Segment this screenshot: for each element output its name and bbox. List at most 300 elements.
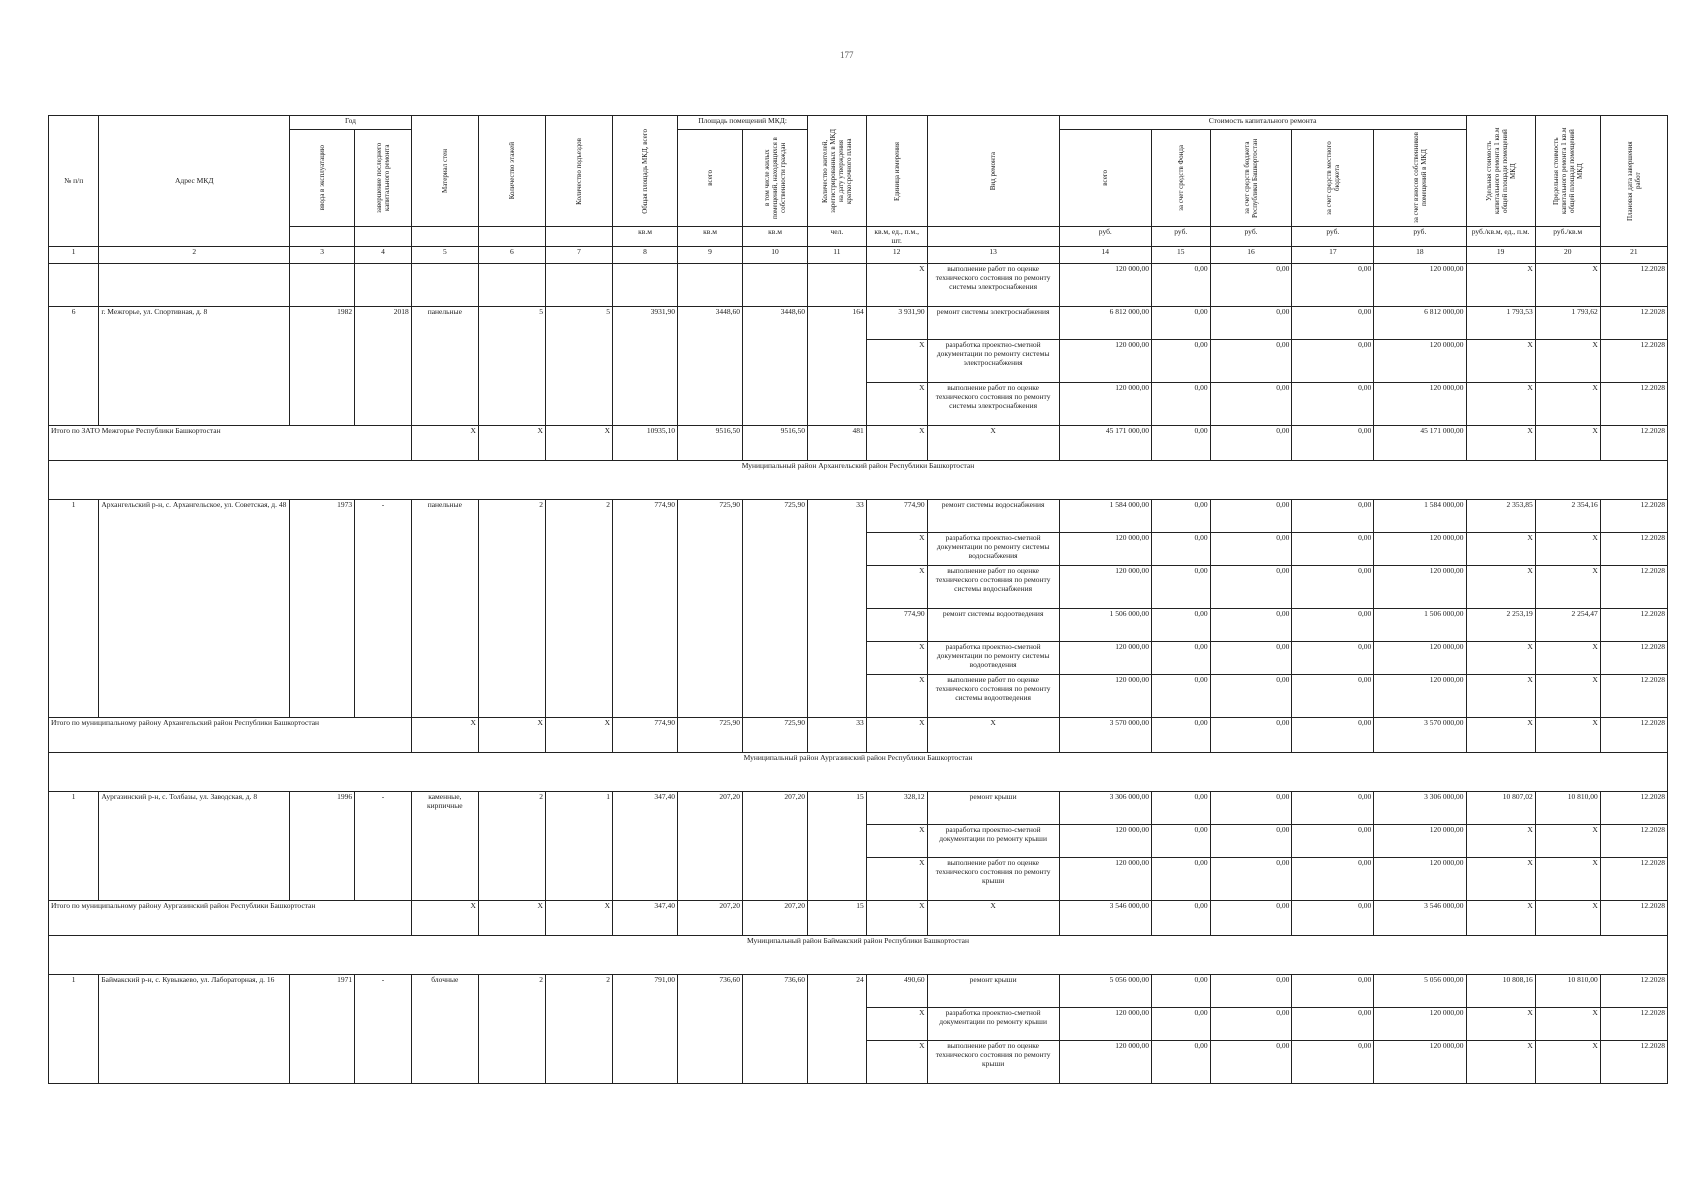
premises-total-cell: 207,20: [678, 901, 743, 936]
header-address: Адрес МКД: [99, 116, 290, 247]
floors-cell: 2: [478, 792, 545, 901]
year-last-repair-cell: -: [355, 975, 412, 1084]
republic-budget-cell: 0,00: [1210, 533, 1292, 566]
total-label: Итого по муниципальному району Архангельский район Республики Башкортостан: [49, 718, 412, 753]
floors-cell: X: [478, 718, 545, 753]
owners-cell: 6 812 000,00: [1374, 307, 1466, 340]
local-budget-cell: 0,00: [1292, 901, 1374, 936]
specific-cost-cell: 2 253,19: [1466, 609, 1535, 642]
owners-cell: 1 584 000,00: [1374, 500, 1466, 533]
fund-cell: 0,00: [1151, 901, 1210, 936]
repair-type-cell: ремонт крыши: [927, 975, 1059, 1008]
specific-cost-cell: X: [1466, 533, 1535, 566]
wall-material-cell: X: [411, 901, 478, 936]
cost-total-cell: 3 306 000,00: [1059, 792, 1151, 825]
floors-cell: X: [478, 901, 545, 936]
local-budget-cell: 0,00: [1292, 264, 1374, 307]
planned-date-cell: 12.2028: [1600, 340, 1667, 383]
year-last-repair-cell: -: [355, 792, 412, 901]
max-cost-cell: X: [1535, 901, 1600, 936]
specific-cost-cell: 2 353,85: [1466, 500, 1535, 533]
max-cost-cell: 2 254,47: [1535, 609, 1600, 642]
owners-cell: 120 000,00: [1374, 1041, 1466, 1084]
owners-cell: 120 000,00: [1374, 675, 1466, 718]
max-cost-cell: X: [1535, 533, 1600, 566]
unit-measure-cell: X: [866, 383, 927, 426]
cost-total-cell: 3 570 000,00: [1059, 718, 1151, 753]
unit-measure-cell: 490,60: [866, 975, 927, 1008]
address-cell: Аургазинский р-н, с. Толбазы, ул. Заводская, д. 8: [99, 792, 290, 901]
col-number: 12: [866, 247, 927, 264]
row-number: 1: [49, 792, 99, 901]
specific-cost-cell: X: [1466, 1008, 1535, 1041]
fund-cell: 0,00: [1151, 792, 1210, 825]
premises-total-cell: 725,90: [678, 718, 743, 753]
header-owners: за счет взносов собственников помещений в МКД: [1374, 130, 1466, 227]
specific-cost-cell: X: [1466, 825, 1535, 858]
max-cost-cell: X: [1535, 340, 1600, 383]
header-republic-budget: за счет средств бюджета Республики Башкортостан: [1210, 130, 1292, 227]
specific-cost-cell: X: [1466, 901, 1535, 936]
cost-total-cell: 3 546 000,00: [1059, 901, 1151, 936]
wall-material-cell: каменные, кирпичные: [411, 792, 478, 901]
total-area-cell: 10935,10: [613, 426, 678, 461]
unit-cell: чел.: [808, 227, 867, 247]
col-number: 16: [1210, 247, 1292, 264]
fund-cell: 0,00: [1151, 675, 1210, 718]
cost-total-cell: 120 000,00: [1059, 340, 1151, 383]
republic-budget-cell: 0,00: [1210, 609, 1292, 642]
specific-cost-cell: X: [1466, 566, 1535, 609]
cost-total-cell: 120 000,00: [1059, 383, 1151, 426]
cost-total-cell: 120 000,00: [1059, 264, 1151, 307]
owners-cell: 3 570 000,00: [1374, 718, 1466, 753]
owners-cell: 120 000,00: [1374, 642, 1466, 675]
entrances-cell: 2: [545, 500, 612, 718]
table-row: [49, 307, 1668, 340]
planned-date-cell: 12.2028: [1600, 566, 1667, 609]
cost-total-cell: 120 000,00: [1059, 566, 1151, 609]
unit-measure-cell: X: [866, 675, 927, 718]
year-commission-cell: 1971: [290, 975, 355, 1084]
specific-cost-cell: X: [1466, 858, 1535, 901]
entrances-cell: 1: [545, 792, 612, 901]
section-row: [49, 936, 1668, 975]
planned-date-cell: 12.2028: [1600, 533, 1667, 566]
header-specific-cost: Удельная стоимость капитального ремонта 1 кв.м общей площади помещений МКД: [1466, 116, 1535, 227]
premises-total-cell: 207,20: [678, 792, 743, 901]
owners-cell: 120 000,00: [1374, 383, 1466, 426]
planned-date-cell: 12.2028: [1600, 792, 1667, 825]
repair-type-cell: ремонт системы электроснабжения: [927, 307, 1059, 340]
local-budget-cell: 0,00: [1292, 975, 1374, 1008]
total-area-cell: 347,40: [613, 792, 678, 901]
repair-type-cell: ремонт системы водоотведения: [927, 609, 1059, 642]
republic-budget-cell: 0,00: [1210, 1008, 1292, 1041]
col-number: 10: [743, 247, 808, 264]
specific-cost-cell: X: [1466, 383, 1535, 426]
header-fund: за счет средств Фонда: [1151, 130, 1210, 227]
header-local-budget: за счет средств местного бюджета: [1292, 130, 1374, 227]
premises-private-cell: 3448,60: [743, 307, 808, 426]
republic-budget-cell: 0,00: [1210, 307, 1292, 340]
col-number: 7: [545, 247, 612, 264]
unit-measure-cell: X: [866, 1041, 927, 1084]
cost-total-cell: 6 812 000,00: [1059, 307, 1151, 340]
unit-measure-cell: X: [866, 825, 927, 858]
unit-cell: руб./кв.м: [1535, 227, 1600, 247]
republic-budget-cell: 0,00: [1210, 566, 1292, 609]
fund-cell: 0,00: [1151, 642, 1210, 675]
unit-cell: кв.м: [678, 227, 743, 247]
planned-date-cell: 12.2028: [1600, 642, 1667, 675]
total-label: Итого по муниципальному району Аургазинский район Республики Башкортостан: [49, 901, 412, 936]
specific-cost-cell: 10 807,02: [1466, 792, 1535, 825]
cost-total-cell: 45 171 000,00: [1059, 426, 1151, 461]
local-budget-cell: 0,00: [1292, 1008, 1374, 1041]
repair-type-cell: выполнение работ по оценке технического состояния по ремонту системы электроснабжения: [927, 264, 1059, 307]
cost-total-cell: 5 056 000,00: [1059, 975, 1151, 1008]
address-cell: г. Межгорье, ул. Спортивная, д. 8: [99, 307, 290, 426]
wall-material-cell: панельные: [411, 500, 478, 718]
header-year-last-repair: завершение последнего капитального ремонта: [355, 130, 412, 227]
total-area-cell: 774,90: [613, 718, 678, 753]
unit-measure-cell: X: [866, 901, 927, 936]
section-row: [49, 753, 1668, 792]
total-row: [49, 901, 1668, 936]
fund-cell: 0,00: [1151, 340, 1210, 383]
table-row: [49, 264, 1668, 307]
planned-date-cell: 12.2028: [1600, 901, 1667, 936]
unit-cell: [478, 227, 545, 247]
row-number: 6: [49, 307, 99, 426]
total-row: [49, 426, 1668, 461]
republic-budget-cell: 0,00: [1210, 825, 1292, 858]
premises-total-cell: 736,60: [678, 975, 743, 1084]
cost-total-cell: 120 000,00: [1059, 675, 1151, 718]
planned-date-cell: 12.2028: [1600, 609, 1667, 642]
planned-date-cell: 12.2028: [1600, 426, 1667, 461]
section-title: Муниципальный район Аургазинский район Республики Башкортостан: [49, 753, 1668, 792]
republic-budget-cell: 0,00: [1210, 500, 1292, 533]
owners-cell: 120 000,00: [1374, 264, 1466, 307]
planned-date-cell: 12.2028: [1600, 1008, 1667, 1041]
cost-total-cell: 1 506 000,00: [1059, 609, 1151, 642]
republic-budget-cell: 0,00: [1210, 792, 1292, 825]
local-budget-cell: 0,00: [1292, 340, 1374, 383]
section-title: Муниципальный район Архангельский район Республики Башкортостан: [49, 461, 1668, 500]
local-budget-cell: 0,00: [1292, 566, 1374, 609]
local-budget-cell: 0,00: [1292, 500, 1374, 533]
header-year-group: Год: [290, 116, 412, 130]
premises-private-cell: 207,20: [743, 792, 808, 901]
entrances-cell: 5: [545, 307, 612, 426]
fund-cell: 0,00: [1151, 383, 1210, 426]
unit-measure-cell: X: [866, 533, 927, 566]
local-budget-cell: 0,00: [1292, 792, 1374, 825]
unit-cell: руб.: [1210, 227, 1292, 247]
cost-total-cell: 120 000,00: [1059, 1008, 1151, 1041]
fund-cell: 0,00: [1151, 264, 1210, 307]
local-budget-cell: 0,00: [1292, 609, 1374, 642]
planned-date-cell: 12.2028: [1600, 264, 1667, 307]
owners-cell: 120 000,00: [1374, 566, 1466, 609]
premises-private-cell: 207,20: [743, 901, 808, 936]
max-cost-cell: X: [1535, 1008, 1600, 1041]
unit-cell: кв.м, ед., п.м., шт.: [866, 227, 927, 247]
unit-measure-cell: 774,90: [866, 609, 927, 642]
local-budget-cell: 0,00: [1292, 1041, 1374, 1084]
table-row: [49, 500, 1668, 533]
unit-cell: руб./кв.м, ед., п.м.: [1466, 227, 1535, 247]
premises-private-cell: 9516,50: [743, 426, 808, 461]
local-budget-cell: 0,00: [1292, 858, 1374, 901]
unit-cell: руб.: [1151, 227, 1210, 247]
floors-cell: 5: [478, 307, 545, 426]
local-budget-cell: 0,00: [1292, 825, 1374, 858]
header-wall-material: Материал стен: [411, 116, 478, 227]
unit-measure-cell: X: [866, 426, 927, 461]
republic-budget-cell: 0,00: [1210, 642, 1292, 675]
repair-type-cell: выполнение работ по оценке технического состояния по ремонту системы электроснабжения: [927, 383, 1059, 426]
total-area-cell: 347,40: [613, 901, 678, 936]
repair-type-cell: разработка проектно-сметной документации по ремонту крыши: [927, 1008, 1059, 1041]
specific-cost-cell: X: [1466, 718, 1535, 753]
repair-type-cell: разработка проектно-сметной документации по ремонту системы водоснабжения: [927, 533, 1059, 566]
col-number: 4: [355, 247, 412, 264]
cost-total-cell: 120 000,00: [1059, 825, 1151, 858]
planned-date-cell: 12.2028: [1600, 858, 1667, 901]
cost-total-cell: 120 000,00: [1059, 642, 1151, 675]
col-number: 6: [478, 247, 545, 264]
unit-cell: [411, 227, 478, 247]
premises-total-cell: 9516,50: [678, 426, 743, 461]
repair-plan-table: [48, 115, 1668, 1084]
repair-type-cell: выполнение работ по оценке технического состояния по ремонту крыши: [927, 858, 1059, 901]
specific-cost-cell: 1 793,53: [1466, 307, 1535, 340]
specific-cost-cell: X: [1466, 675, 1535, 718]
total-row: [49, 718, 1668, 753]
max-cost-cell: X: [1535, 825, 1600, 858]
page-number: 177: [840, 50, 854, 60]
max-cost-cell: X: [1535, 383, 1600, 426]
total-area-cell: 791,00: [613, 975, 678, 1084]
unit-measure-cell: X: [866, 264, 927, 307]
fund-cell: 0,00: [1151, 1041, 1210, 1084]
local-budget-cell: 0,00: [1292, 642, 1374, 675]
col-number: 1: [49, 247, 99, 264]
unit-measure-cell: X: [866, 642, 927, 675]
unit-cell: руб.: [1059, 227, 1151, 247]
repair-type-cell: X: [927, 426, 1059, 461]
premises-total-cell: 3448,60: [678, 307, 743, 426]
residents-cell: 33: [808, 718, 867, 753]
entrances-cell: X: [545, 901, 612, 936]
local-budget-cell: 0,00: [1292, 675, 1374, 718]
year-commission-cell: 1996: [290, 792, 355, 901]
total-area-cell: 3931,90: [613, 307, 678, 426]
local-budget-cell: 0,00: [1292, 383, 1374, 426]
max-cost-cell: X: [1535, 1041, 1600, 1084]
fund-cell: 0,00: [1151, 825, 1210, 858]
unit-measure-cell: 3 931,90: [866, 307, 927, 340]
repair-type-cell: выполнение работ по оценке технического состояния по ремонту системы водоотведения: [927, 675, 1059, 718]
max-cost-cell: X: [1535, 642, 1600, 675]
unit-measure-cell: X: [866, 858, 927, 901]
col-number: 13: [927, 247, 1059, 264]
max-cost-cell: X: [1535, 675, 1600, 718]
col-number: 3: [290, 247, 355, 264]
col-number: 18: [1374, 247, 1466, 264]
cost-total-cell: 120 000,00: [1059, 858, 1151, 901]
max-cost-cell: X: [1535, 566, 1600, 609]
year-last-repair-cell: 2018: [355, 307, 412, 426]
header-entrances: Количество подъездов: [545, 116, 612, 227]
fund-cell: 0,00: [1151, 566, 1210, 609]
residents-cell: 24: [808, 975, 867, 1084]
republic-budget-cell: 0,00: [1210, 340, 1292, 383]
local-budget-cell: 0,00: [1292, 533, 1374, 566]
owners-cell: 120 000,00: [1374, 858, 1466, 901]
unit-cell: руб.: [1374, 227, 1466, 247]
floors-cell: X: [478, 426, 545, 461]
fund-cell: 0,00: [1151, 426, 1210, 461]
planned-date-cell: 12.2028: [1600, 307, 1667, 340]
unit-cell: руб.: [1292, 227, 1374, 247]
floors-cell: 2: [478, 975, 545, 1084]
header-planned-date: Плановая дата завершения работ: [1600, 116, 1667, 247]
address-cell: Баймакский р-н, с. Кувыкаево, ул. Лабораторная, д. 16: [99, 975, 290, 1084]
owners-cell: 120 000,00: [1374, 340, 1466, 383]
header-premises-total: всего: [678, 130, 743, 227]
floors-cell: 2: [478, 500, 545, 718]
total-area-cell: 774,90: [613, 500, 678, 718]
col-number: 8: [613, 247, 678, 264]
cost-total-cell: 120 000,00: [1059, 1041, 1151, 1084]
owners-cell: 3 306 000,00: [1374, 792, 1466, 825]
owners-cell: 120 000,00: [1374, 825, 1466, 858]
planned-date-cell: 12.2028: [1600, 825, 1667, 858]
address-cell: Архангельский р-н, с. Архангельское, ул. Советская, д. 48: [99, 500, 290, 718]
col-number: 17: [1292, 247, 1374, 264]
table-row: [49, 792, 1668, 825]
republic-budget-cell: 0,00: [1210, 383, 1292, 426]
col-number: 15: [1151, 247, 1210, 264]
row-number: 1: [49, 500, 99, 718]
col-number: 9: [678, 247, 743, 264]
max-cost-cell: 10 810,00: [1535, 792, 1600, 825]
header-cost-total: всего: [1059, 130, 1151, 227]
specific-cost-cell: X: [1466, 642, 1535, 675]
section-title: Муниципальный район Баймакский район Республики Башкортостан: [49, 936, 1668, 975]
unit-cell: [355, 227, 412, 247]
col-number: 20: [1535, 247, 1600, 264]
premises-private-cell: 736,60: [743, 975, 808, 1084]
unit-cell: кв.м: [743, 227, 808, 247]
repair-type-cell: X: [927, 718, 1059, 753]
owners-cell: 45 171 000,00: [1374, 426, 1466, 461]
republic-budget-cell: 0,00: [1210, 975, 1292, 1008]
republic-budget-cell: 0,00: [1210, 1041, 1292, 1084]
local-budget-cell: 0,00: [1292, 426, 1374, 461]
residents-cell: 481: [808, 426, 867, 461]
unit-measure-cell: 774,90: [866, 500, 927, 533]
specific-cost-cell: X: [1466, 340, 1535, 383]
repair-type-cell: выполнение работ по оценке технического состояния по ремонту крыши: [927, 1041, 1059, 1084]
owners-cell: 1 506 000,00: [1374, 609, 1466, 642]
header-no: № п/п: [49, 116, 99, 247]
fund-cell: 0,00: [1151, 718, 1210, 753]
planned-date-cell: 12.2028: [1600, 975, 1667, 1008]
header-unit-measure: Единица измерения: [866, 116, 927, 227]
header-year-commission: ввода в эксплуатацию: [290, 130, 355, 227]
col-number: 19: [1466, 247, 1535, 264]
max-cost-cell: 1 793,62: [1535, 307, 1600, 340]
year-commission-cell: 1982: [290, 307, 355, 426]
fund-cell: 0,00: [1151, 307, 1210, 340]
local-budget-cell: 0,00: [1292, 718, 1374, 753]
year-commission-cell: 1973: [290, 500, 355, 718]
owners-cell: 120 000,00: [1374, 1008, 1466, 1041]
max-cost-cell: X: [1535, 858, 1600, 901]
section-row: [49, 461, 1668, 500]
col-number: 21: [1600, 247, 1667, 264]
planned-date-cell: 12.2028: [1600, 1041, 1667, 1084]
entrances-cell: 2: [545, 975, 612, 1084]
col-number: 5: [411, 247, 478, 264]
repair-type-cell: разработка проектно-сметной документации по ремонту крыши: [927, 825, 1059, 858]
unit-cell: [927, 227, 1059, 247]
specific-cost-cell: X: [1466, 264, 1535, 307]
wall-material-cell: блочные: [411, 975, 478, 1084]
unit-measure-cell: X: [866, 1008, 927, 1041]
unit-measure-cell: X: [866, 718, 927, 753]
col-number: 2: [99, 247, 290, 264]
premises-total-cell: 725,90: [678, 500, 743, 718]
repair-type-cell: ремонт крыши: [927, 792, 1059, 825]
fund-cell: 0,00: [1151, 500, 1210, 533]
fund-cell: 0,00: [1151, 1008, 1210, 1041]
repair-type-cell: разработка проектно-сметной документации по ремонту системы электроснабжения: [927, 340, 1059, 383]
specific-cost-cell: 10 808,16: [1466, 975, 1535, 1008]
planned-date-cell: 12.2028: [1600, 383, 1667, 426]
residents-cell: 15: [808, 792, 867, 901]
local-budget-cell: 0,00: [1292, 307, 1374, 340]
row-number: 1: [49, 975, 99, 1084]
max-cost-cell: X: [1535, 426, 1600, 461]
residents-cell: 33: [808, 500, 867, 718]
republic-budget-cell: 0,00: [1210, 901, 1292, 936]
total-label: Итого по ЗАТО Межгорье Республики Башкортостан: [49, 426, 412, 461]
residents-cell: 15: [808, 901, 867, 936]
entrances-cell: X: [545, 426, 612, 461]
col-number: 11: [808, 247, 867, 264]
republic-budget-cell: 0,00: [1210, 426, 1292, 461]
wall-material-cell: X: [411, 426, 478, 461]
planned-date-cell: 12.2028: [1600, 675, 1667, 718]
repair-type-cell: ремонт системы водоснабжения: [927, 500, 1059, 533]
unit-cell: [290, 227, 355, 247]
repair-type-cell: выполнение работ по оценке технического состояния по ремонту системы водоснабжения: [927, 566, 1059, 609]
wall-material-cell: X: [411, 718, 478, 753]
entrances-cell: X: [545, 718, 612, 753]
header-floors: Количество этажей: [478, 116, 545, 227]
owners-cell: 3 546 000,00: [1374, 901, 1466, 936]
specific-cost-cell: X: [1466, 426, 1535, 461]
header-premises-private: в том числе жилых помещений, находящихся в собственности граждан: [743, 130, 808, 227]
unit-cell: кв.м: [613, 227, 678, 247]
specific-cost-cell: X: [1466, 1041, 1535, 1084]
